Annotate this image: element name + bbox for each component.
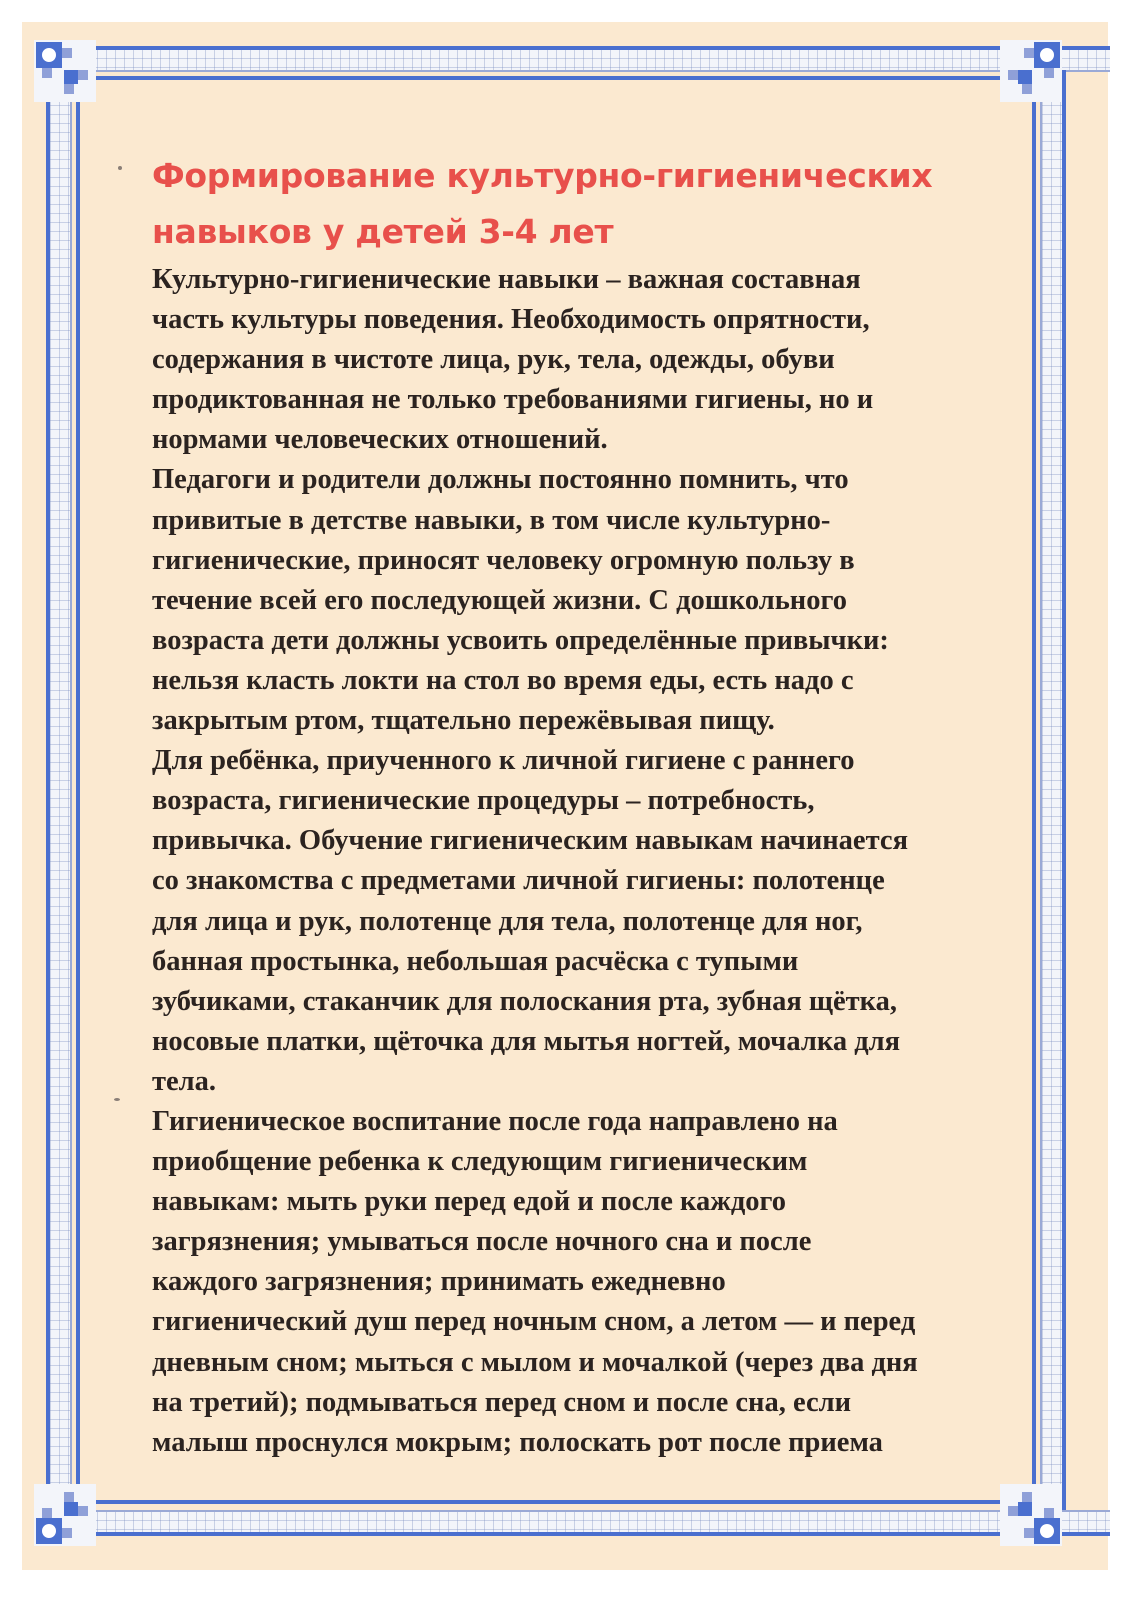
text-line: дневным сном; мыться с мылом и мочалкой (через два дня	[152, 1346, 918, 1378]
text-line: нормами человеческих отношений.	[152, 424, 608, 456]
text-line: на третий); подмываться перед сном и после сна, если	[152, 1386, 852, 1418]
frame-left	[46, 70, 72, 1510]
text-line: нельзя класть локти на стол во время еды, есть надо с	[152, 664, 854, 696]
text-line: гигиенические, приносят человеку огромную пользу в	[152, 544, 855, 576]
text-line: банная простынка, небольшая расчёска с тупыми	[152, 945, 799, 977]
text-line: часть культуры поведения. Необходимость опрятности,	[152, 304, 870, 336]
paragraph	[152, 460, 1022, 741]
text-line: закрытым ртом, тщательно пережёвывая пищу.	[152, 705, 775, 737]
text-line: возраста, гигиенические процедуры – потребность,	[152, 785, 815, 817]
scan-speck	[114, 1098, 120, 1101]
text-line: тела.	[152, 1065, 217, 1097]
paragraph	[152, 741, 1022, 1102]
text-line: возраста дети должны усвоить определённые привычки:	[152, 624, 889, 656]
text-line: со знакомства с предметами личной гигиены: полотенце	[152, 865, 885, 897]
text-line: Гигиеническое воспитание после года направлено на	[152, 1105, 838, 1137]
document-content	[152, 148, 1022, 1463]
text-line: Культурно-гигиенические навыки – важная составная	[152, 264, 861, 295]
title-line: Формирование культурно-гигиенических	[152, 156, 933, 195]
text-line: для лица и рук, полотенце для тела, полотенце для ног,	[152, 905, 863, 937]
text-line: каждого загрязнения; принимать ежедневно	[152, 1266, 726, 1298]
document-title	[152, 148, 1022, 260]
paragraph	[152, 260, 1022, 460]
text-line: Педагоги и родители должны постоянно помнить, что	[152, 464, 849, 496]
text-line: Для ребёнка, приученного к личной гигиене с раннего	[152, 745, 855, 777]
text-line: носовые платки, щёточка для мытья ногтей, мочалка для	[152, 1025, 901, 1057]
text-line: зубчиками, стаканчик для полоскания рта, зубная щётка,	[152, 985, 898, 1017]
ornament-icon	[1000, 1484, 1062, 1546]
scan-speck	[118, 166, 122, 170]
text-line: приобщение ребенка к следующим гигиеническим	[152, 1146, 808, 1178]
text-line: содержания в чистоте лица, рук, тела, одежды, обуви	[152, 344, 835, 376]
title-line: навыков у детей 3-4 лет	[152, 212, 614, 251]
frame-top	[70, 46, 1110, 72]
text-line: малыш проснулся мокрым; полоскать рот после приема	[152, 1426, 883, 1458]
text-line: привычка. Обучение гигиеническим навыкам начинается	[152, 825, 908, 857]
text-line: продиктованная не только требованиями гигиены, но и	[152, 384, 874, 416]
ornament-icon	[1000, 40, 1062, 102]
document-body	[152, 260, 1022, 1463]
ornament-icon	[34, 1484, 96, 1546]
frame-inner-top	[92, 76, 1016, 80]
frame-inner-bottom	[92, 1500, 1016, 1504]
text-line: гигиенический душ перед ночным сном, а летом — и перед	[152, 1306, 916, 1338]
text-line: привитые в детстве навыки, в том числе культурно-	[152, 504, 831, 536]
text-line: навыкам: мыть руки перед едой и после каждого	[152, 1186, 787, 1218]
ornament-icon	[34, 40, 96, 102]
frame-bottom	[70, 1510, 1110, 1536]
frame-right	[1040, 70, 1066, 1510]
paragraph	[152, 1102, 1022, 1463]
text-line: загрязнения; умываться после ночного сна и после	[152, 1226, 812, 1258]
frame-inner-right	[1032, 92, 1036, 1488]
frame-inner-left	[76, 92, 80, 1488]
text-line: течение всей его последующей жизни. С дошкольного	[152, 584, 847, 616]
